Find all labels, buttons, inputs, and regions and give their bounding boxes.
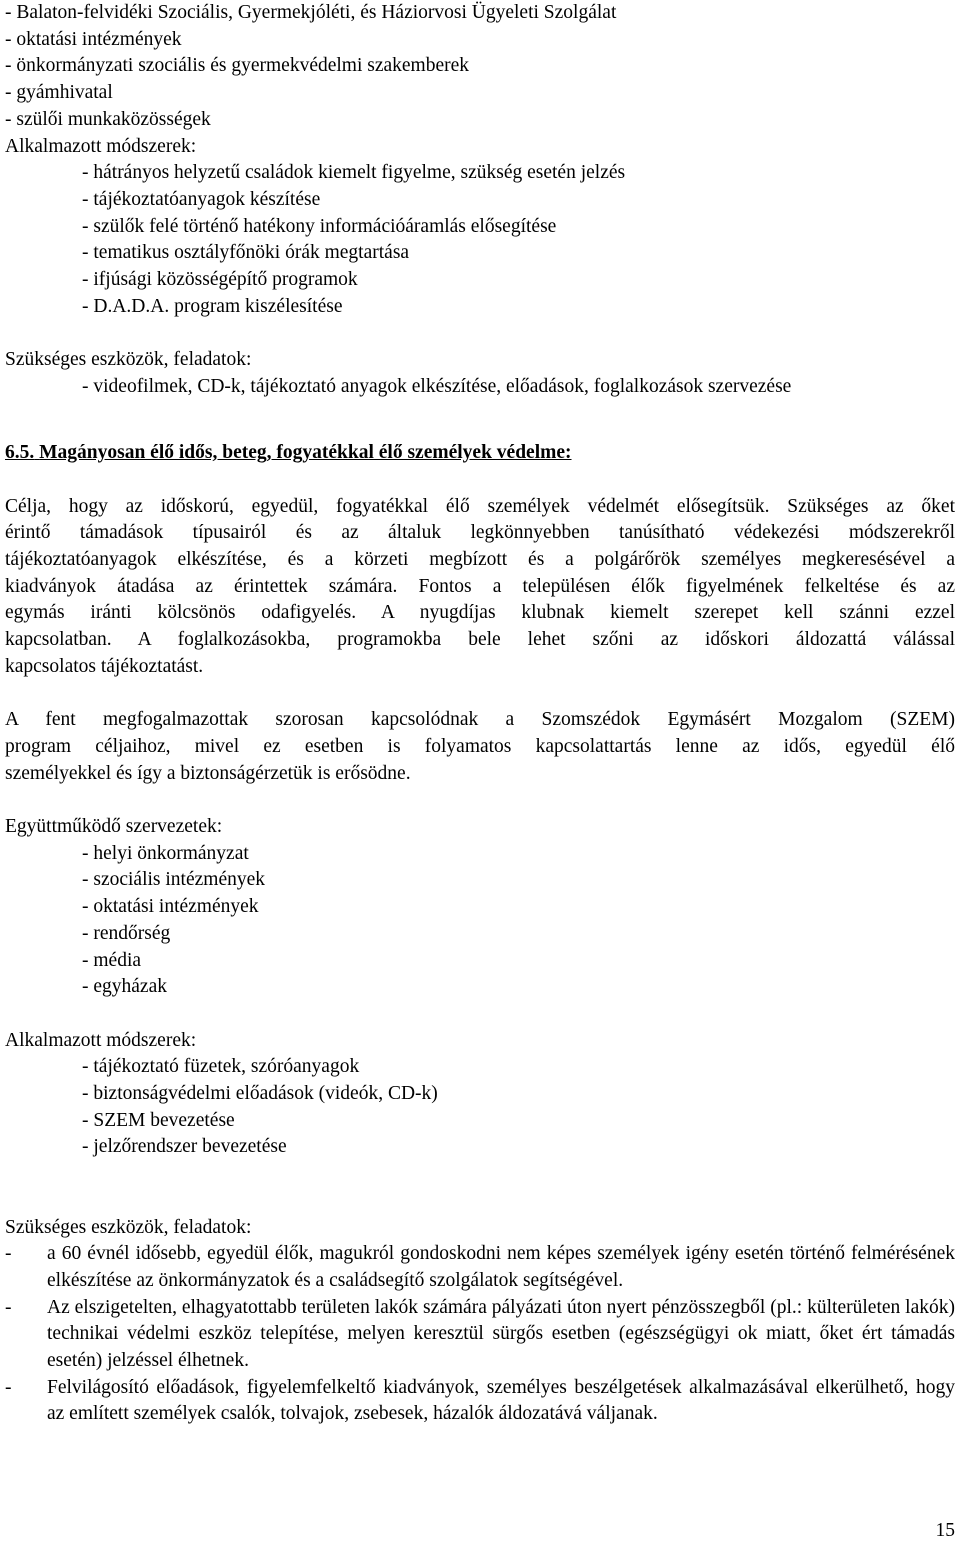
paragraph-line: tájékoztatóanyagok elkészítése, és a körzeti megbízott és a polgárőrök személyes megkeresésével a [5,549,955,571]
tools-list [5,1241,955,1428]
paragraph-line: személyekkel és így a biztonságérzetük is erősödne. [5,762,411,784]
list-item: - oktatási intézmények [5,28,182,50]
paragraph-line: kiadványok átadása az érintettek számára. Fontos a településen élők figyelmének felkeltése és az [5,575,955,597]
list-item: - média [82,949,142,971]
paragraph-line: egymás iránti kölcsönös odafigyelés. A nyugdíjas klubnak kiemelt szerepet kell szánni ezzel [5,602,955,624]
list-item: - D.A.D.A. program kiszélesítése [82,295,343,317]
paragraph-line: kapcsolatos tájékoztatást. [5,655,204,677]
list-item: - videofilmek, CD-k, tájékoztató anyagok elkészítése, előadások, foglalkozások szervezése [82,375,792,397]
paragraph-line: kapcsolatban. A foglalkozásokba, programokba bele lehet szőni az időskori áldozattá válással [5,629,955,651]
list-item [5,1295,955,1375]
paragraph-purpose [5,494,955,681]
paragraph-line: program céljaihoz, mivel ez esetben is folyamatos kapcsolattartás lenne az idős, egyedül élő [5,735,955,757]
document-page [5,0,955,1428]
orgs-list [5,841,955,1001]
tools-label: Szükséges eszközök, feladatok: [5,349,252,371]
tools-label: Szükséges eszközök, feladatok: [5,1216,252,1238]
orgs-label: Együttműködő szervezetek: [5,816,223,838]
list-item: - egyházak [82,976,167,998]
section-number: 6.5. [5,442,35,464]
methods-label: Alkalmazott módszerek: [5,1029,197,1051]
methods-label: Alkalmazott módszerek: [5,135,197,157]
list-item: - SZEM bevezetése [82,1109,235,1131]
list-item: - biztonságvédelmi előadások (videók, CD-k) [82,1083,438,1105]
list-item-text: Az elszigetelten, elhagyatottabb területen lakók számára pályázati úton nyert pénzösszegből (pl.: külterületen lakók) technikai védelmi eszköz telepítése, melyen keresztül sürgős esetben (egészségügyi ok miatt, őket ért támadás esetén) jelzéssel élhetnek. [47,1296,955,1372]
list-item [5,1241,955,1294]
list-item: - szülők felé történő hatékony információáramlás elősegítése [82,215,557,237]
list-marker: - [5,1376,12,1398]
top-list [5,0,955,134]
list-item-text: a 60 évnél idősebb, egyedül élők, magukról gondoskodni nem képes személyek igény esetén történő felmérésének elkészítése az önkormányzatok és a családsegítő szolgálatok segítségével. [47,1243,955,1291]
list-item: - szülői munkaközösségek [5,108,211,130]
list-item: - hátrányos helyzetű családok kiemelt figyelme, szükség esetén jelzés [82,162,626,184]
list-item [5,1375,955,1428]
list-item: - jelzőrendszer bevezetése [82,1136,287,1158]
list-marker: - [5,1296,12,1318]
list-item: - oktatási intézmények [82,896,259,918]
list-item-text: Felvilágosító előadások, figyelemfelkeltő kiadványok, személyes beszélgetések alkalmazásával elkerülhető, hogy az említett személyek csalók, tolvajok, zsebesek, házalók áldozatává váljanak. [47,1376,955,1425]
list-item: - tájékoztató füzetek, szóróanyagok [82,1056,360,1078]
list-item: - Balaton-felvidéki Szociális, Gyermekjóléti, és Háziorvosi Ügyeleti Szolgálat [5,2,617,23]
paragraph-line: Célja, hogy az időskorú, egyedül, fogyatékkal élő személyek védelmét elősegítsük. Szükséges az őket [5,495,955,517]
list-item: - helyi önkormányzat [82,842,249,864]
list-item: - rendőrség [82,922,171,944]
paragraph-szem [5,707,955,787]
list-item: - tájékoztatóanyagok készítése [82,188,321,210]
list-item: - önkormányzati szociális és gyermekvédelmi szakemberek [5,55,470,77]
list-item: - ifjúsági közösségépítő programok [82,269,358,291]
page-number: 15 [935,1520,955,1541]
list-item: - tematikus osztályfőnöki órák megtartása [82,242,410,264]
paragraph-line: A fent megfogalmazottak szorosan kapcsolódnak a Szomszédok Egymásért Mozgalom (SZEM) [5,709,955,731]
methods-list [5,1054,955,1161]
paragraph-line: érintő támadások típusairól és az általuk legkönnyebben tanúsítható védekezési módszerekről [5,522,955,544]
list-item: - szociális intézmények [82,869,266,891]
methods-list [5,160,955,320]
section-title: Magányosan élő idős, beteg, fogyatékkal élő személyek védelme: [39,442,572,464]
list-item: - gyámhivatal [5,82,113,104]
list-marker: - [5,1243,12,1265]
section-heading [5,440,955,467]
